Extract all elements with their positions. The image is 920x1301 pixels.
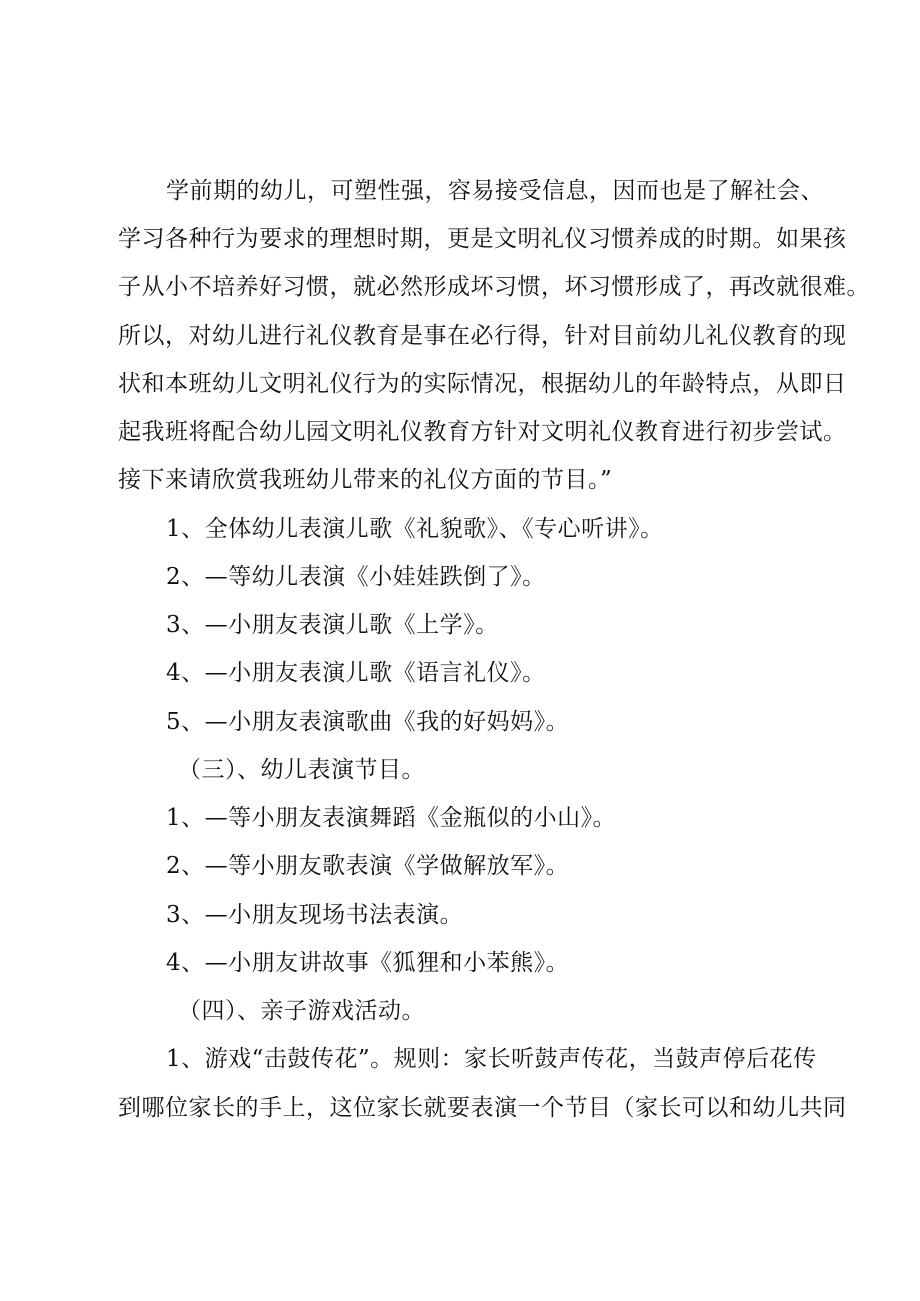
game-line: 1、游戏“击鼓传花”。规则：家长听鼓声传花，当鼓声停后花传 — [166, 1046, 817, 1072]
intro-line: 状和本班幼儿文明礼仪行为的实际情况，根据幼儿的年龄特点，从即日 — [118, 371, 847, 397]
intro-line: 起我班将配合幼儿园文明礼仪教育方针对文明礼仪教育进行初步尝试。 — [118, 419, 847, 445]
list-item: 4、—小朋友讲故事《狐狸和小苯熊》。 — [166, 950, 570, 976]
list-item: 1、全体幼儿表演儿歌《礼貌歌》、《专心听讲》。 — [166, 516, 664, 542]
intro-line: 所以，对幼儿进行礼仪教育是事在必行得，针对目前幼儿礼仪教育的现 — [118, 323, 847, 349]
list-item: 1、—等小朋友表演舞蹈《金瓶似的小山》。 — [166, 805, 617, 831]
list-item: 2、—等幼儿表演《小娃娃跌倒了》。 — [166, 564, 546, 590]
list-item: 3、—小朋友表演儿歌《上学》。 — [166, 612, 499, 638]
list-item: 5、—小朋友表演歌曲《我的好妈妈》。 — [166, 709, 570, 735]
list-item: 2、—等小朋友歌表演《学做解放军》。 — [166, 853, 570, 879]
intro-line: 子从小不培养好习惯，就必然形成坏习惯，坏习惯形成了，再改就很难。 — [118, 274, 870, 300]
list-item: 3、—小朋友现场书法表演。 — [166, 902, 464, 928]
intro-line: 学前期的幼儿，可塑性强，容易接受信息，因而也是了解社会、 — [166, 178, 824, 204]
section-heading: （三）、幼儿表演节目。 — [178, 757, 425, 783]
intro-line: 学习各种行为要求的理想时期，更是文明礼仪习惯养成的时期。如果孩 — [118, 226, 847, 252]
list-item: 4、—小朋友表演儿歌《语言礼仪》。 — [166, 660, 546, 686]
section-heading: （四）、亲子游戏活动。 — [178, 998, 425, 1024]
intro-line: 接下来请欣赏我班幼儿带来的礼仪方面的节目。” — [118, 467, 613, 493]
game-line: 到哪位家长的手上，这位家长就要表演一个节目（家长可以和幼儿共同 — [118, 1095, 847, 1121]
